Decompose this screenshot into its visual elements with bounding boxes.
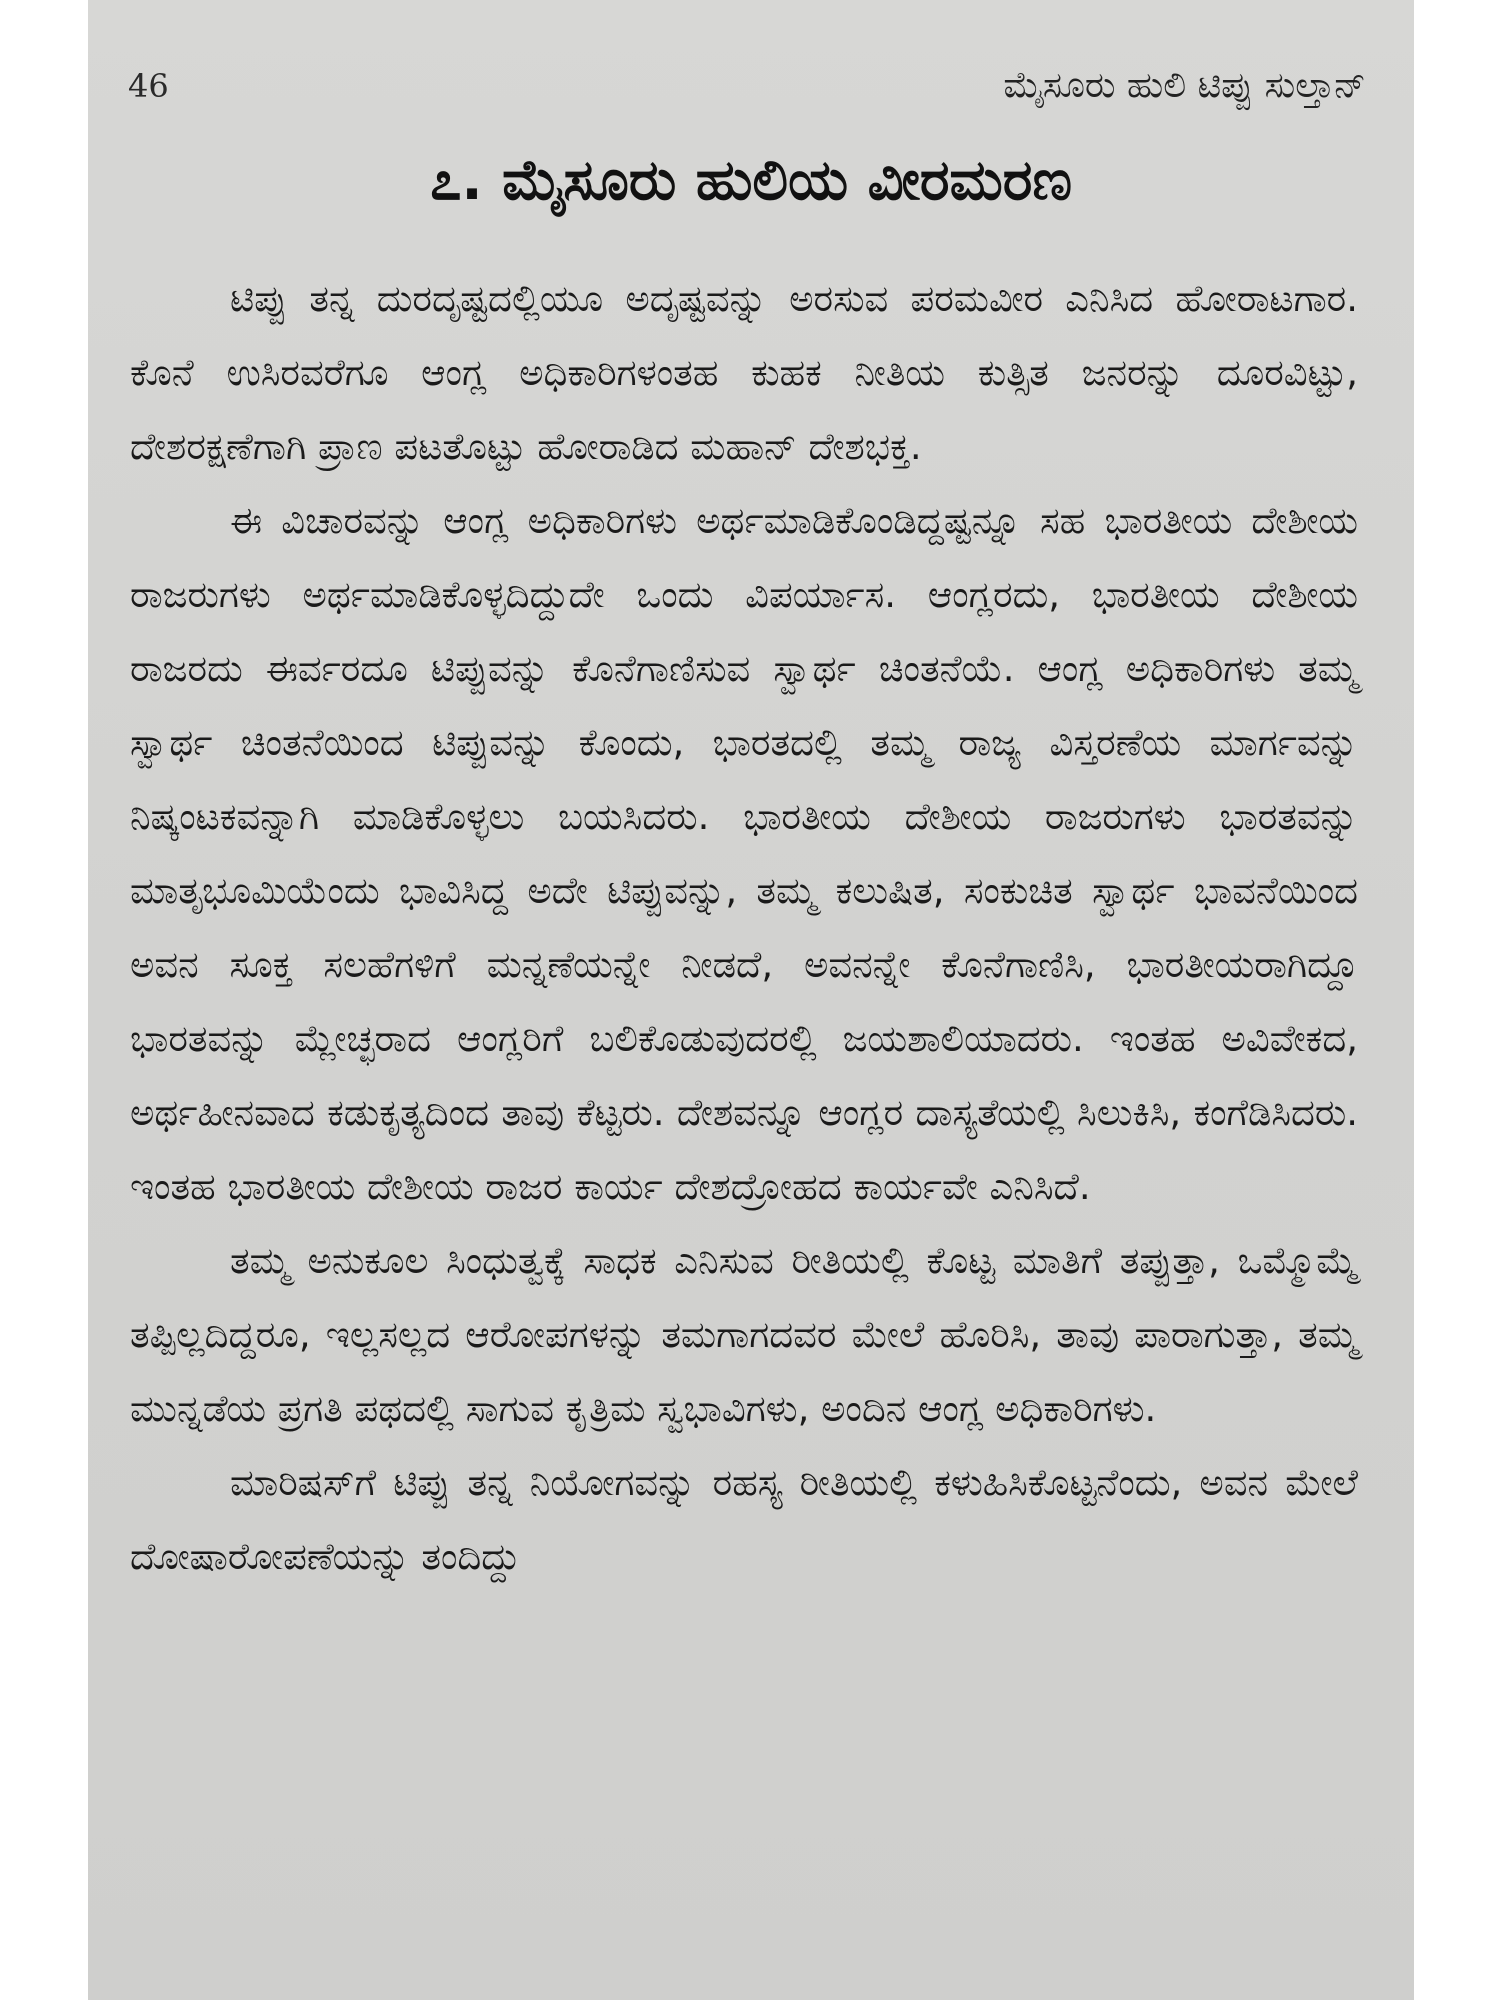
page-number: 46 xyxy=(128,67,169,105)
paragraph: ಟಿಪ್ಪು ತನ್ನ ದುರದೃಷ್ಟದಲ್ಲಿಯೂ ಅದೃಷ್ಟವನ್ನು ಅರಸುವ ಪರಮವೀರ ಎನಿಸಿದ ಹೋರಾಟಗಾರ. ಕೊನೆ ಉಸಿರವರೆಗೂ ಆಂಗ್ಲ ಅಧಿಕಾರಿಗಳಂತಹ ಕುಹಕ ನೀತಿಯ ಕುತ್ಸಿತ ಜನರನ್ನು ದೂರವಿಟ್ಟು, ದೇಶರಕ್ಷಣೆಗಾಗಿ ಪ್ರಾಣ ಪಟತೊಟ್ಟು ಹೋರಾಡಿದ ಮಹಾನ್ ದೇಶಭಕ್ತ. xyxy=(130,277,1358,468)
running-header xyxy=(128,58,1366,114)
body-text xyxy=(130,262,1358,1594)
chapter-title: ೭. ಮೈಸೂರು ಹುಲಿಯ ವೀರಮರಣ xyxy=(429,148,1073,213)
paragraph: ಈ ವಿಚಾರವನ್ನು ಆಂಗ್ಲ ಅಧಿಕಾರಿಗಳು ಅರ್ಥಮಾಡಿಕೊಂಡಿದ್ದಷ್ಟನ್ನೂ ಸಹ ಭಾರತೀಯ ದೇಶೀಯ ರಾಜರುಗಳು ಅರ್ಥಮಾಡಿಕೊಳ್ಳದಿದ್ದುದೇ ಒಂದು ವಿಪರ್ಯಾಸ. ಆಂಗ್ಲರದು, ಭಾರತೀಯ ದೇಶೀಯ ರಾಜರದು ಈರ್ವರದೂ ಟಿಪ್ಪುವನ್ನು ಕೊನೆಗಾಣಿಸುವ ಸ್ವಾರ್ಥ ಚಿಂತನೆಯೆ. ಆಂಗ್ಲ ಅಧಿಕಾರಿಗಳು ತಮ್ಮ ಸ್ವಾರ್ಥ ಚಿಂತನೆಯಿಂದ ಟಿಪ್ಪುವನ್ನು ಕೊಂದು, ಭಾರತದಲ್ಲಿ ತಮ್ಮ ರಾಜ್ಯ ವಿಸ್ತರಣೆಯ ಮಾರ್ಗವನ್ನು ನಿಷ್ಕಂಟಕವನ್ನಾಗಿ ಮಾಡಿಕೊಳ್ಳಲು ಬಯಸಿದರು. ಭಾರತೀಯ ದೇಶೀಯ ರಾಜರುಗಳು ಭಾರತವನ್ನು ಮಾತೃಭೂಮಿಯೆಂದು ಭಾವಿಸಿದ್ದ ಅದೇ ಟಿಪ್ಪುವನ್ನು, ತಮ್ಮ ಕಲುಷಿತ, ಸಂಕುಚಿತ ಸ್ವಾರ್ಥ ಭಾವನೆಯಿಂದ ಅವನ ಸೂಕ್ತ ಸಲಹೆಗಳಿಗೆ ಮನ್ನಣೆಯನ್ನೇ ನೀಡದೆ, ಅವನನ್ನೇ ಕೊನೆಗಾಣಿಸಿ, ಭಾರತೀಯರಾಗಿದ್ದೂ ಭಾರತವನ್ನು ಮ್ಲೇಚ್ಛರಾದ ಆಂಗ್ಲರಿಗೆ ಬಲಿಕೊಡುವುದರಲ್ಲಿ ಜಯಶಾಲಿಯಾದರು. ಇಂತಹ ಅವಿವೇಕದ, ಅರ್ಥಹೀನವಾದ ಕಡುಕೃತ್ಯದಿಂದ ತಾವು ಕೆಟ್ಟರು. ದೇಶವನ್ನೂ ಆಂಗ್ಲರ ದಾಸ್ಯತೆಯಲ್ಲಿ ಸಿಲುಕಿಸಿ, ಕಂಗೆಡಿಸಿದರು. ಇಂತಹ ಭಾರತೀಯ ದೇಶೀಯ ರಾಜರ ಕಾರ್ಯ ದೇಶದ್ರೋಹದ ಕಾರ್ಯವೇ ಎನಿಸಿದೆ. xyxy=(130,499,1358,1208)
book-page xyxy=(88,0,1414,2000)
paragraph: ಮಾರಿಷಸ್‌ಗೆ ಟಿಪ್ಪು ತನ್ನ ನಿಯೋಗವನ್ನು ರಹಸ್ಯ ರೀತಿಯಲ್ಲಿ ಕಳುಹಿಸಿಕೊಟ್ಟನೆಂದು, ಅವನ ಮೇಲೆ ದೋಷಾರೋಪಣೆಯನ್ನು ತಂದಿದ್ದು xyxy=(130,1461,1358,1578)
book-title: ಮೈಸೂರು ಹುಲಿ ಟಿಪ್ಪು ಸುಲ್ತಾನ್ xyxy=(1003,65,1366,106)
paragraph: ತಮ್ಮ ಅನುಕೂಲ ಸಿಂಧುತ್ವಕ್ಕೆ ಸಾಧಕ ಎನಿಸುವ ರೀತಿಯಲ್ಲಿ ಕೊಟ್ಟ ಮಾತಿಗೆ ತಪ್ಪುತ್ತಾ, ಒಮ್ಮೊಮ್ಮೆ ತಪ್ಪಿಲ್ಲದಿದ್ದರೂ, ಇಲ್ಲಸಲ್ಲದ ಆರೋಪಗಳನ್ನು ತಮಗಾಗದವರ ಮೇಲೆ ಹೊರಿಸಿ, ತಾವು ಪಾರಾಗುತ್ತಾ, ತಮ್ಮ ಮುನ್ನಡೆಯ ಪ್ರಗತಿ ಪಥದಲ್ಲಿ ಸಾಗುವ ಕೃತ್ರಿಮ ಸ್ವಭಾವಿಗಳು, ಅಂದಿನ ಆಂಗ್ಲ ಅಧಿಕಾರಿಗಳು. xyxy=(130,1239,1358,1430)
